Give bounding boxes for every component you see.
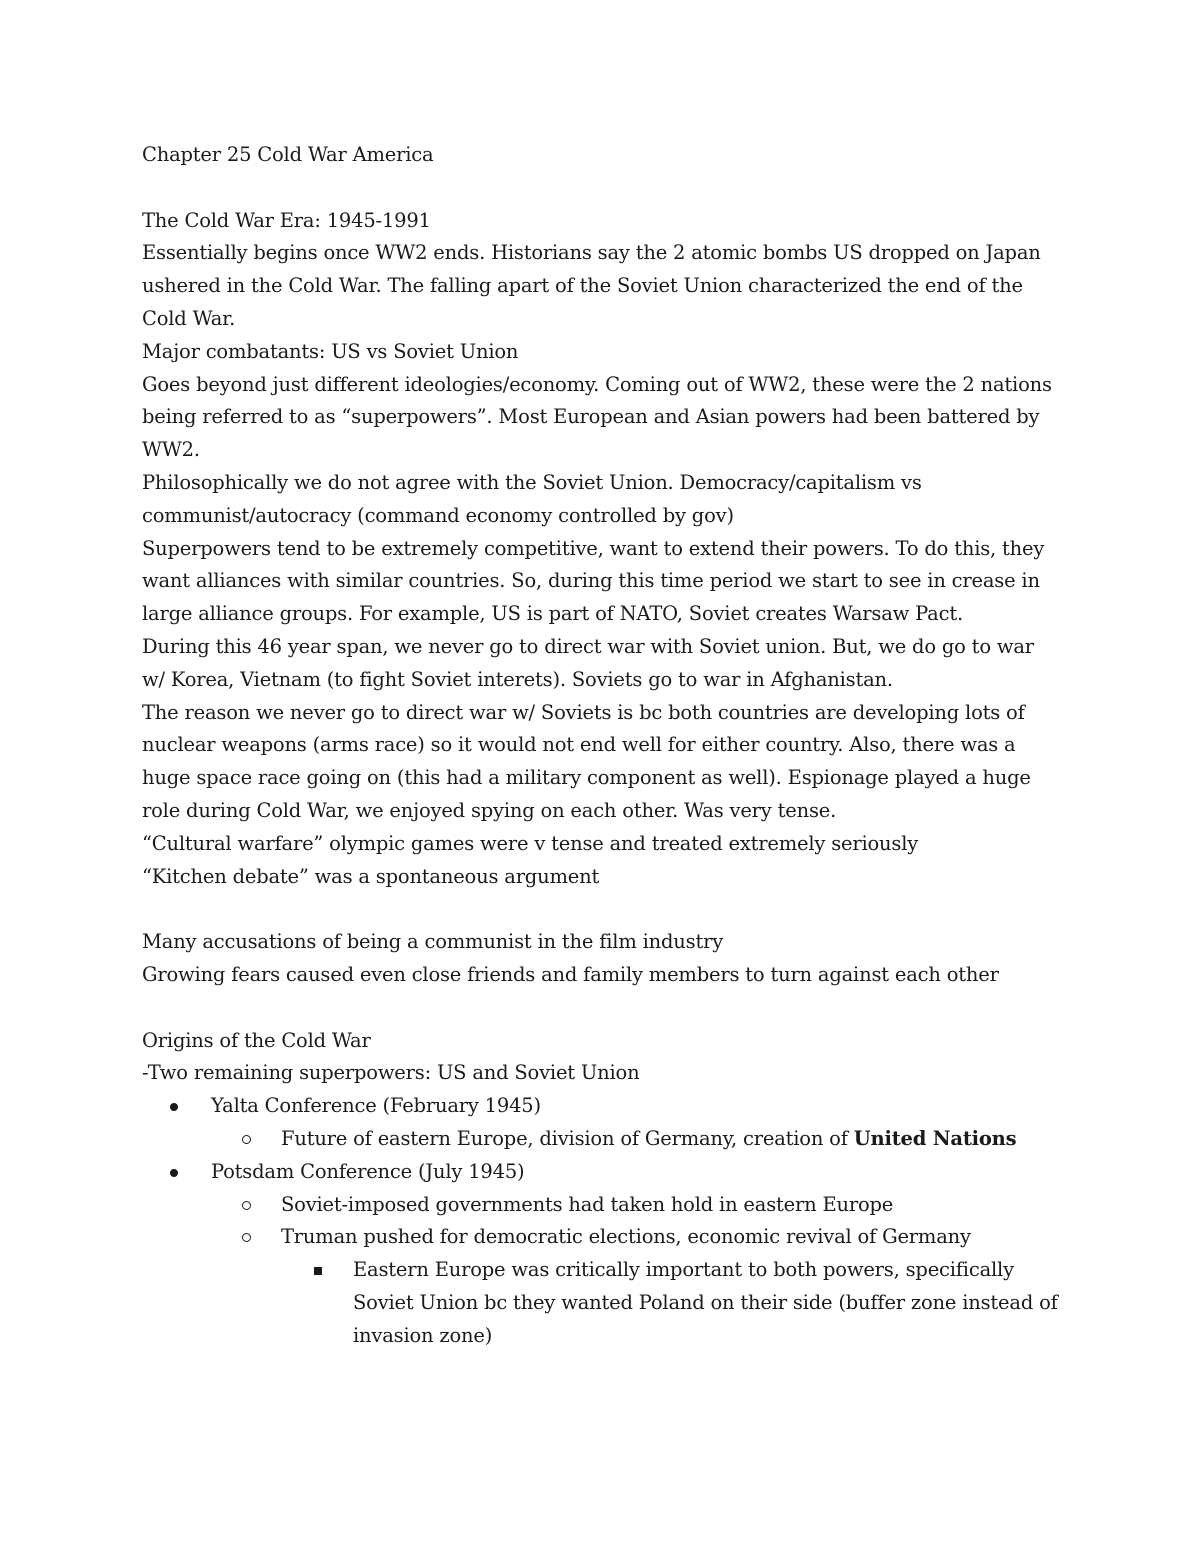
filled-circle-bullet-icon	[170, 1103, 178, 1111]
list-item-eastern-europe: Eastern Europe was critically important to both powers, specifically Soviet Union bc they wanted Poland on their side (buffer zone instead of invasion zone)	[353, 1258, 1058, 1347]
blank-line	[142, 172, 1062, 205]
list-item	[142, 1090, 1062, 1123]
hollow-circle-bullet-icon	[242, 1201, 251, 1210]
paragraph-cultural-warfare: “Cultural warfare” olympic games were v tense and treated extremely seriously	[142, 831, 919, 855]
list-item	[142, 1221, 1062, 1254]
document-page	[142, 139, 1062, 1352]
paragraph-philosophy: Philosophically we do not agree with the Soviet Union. Democracy/capitalism vs communist/autocracy (command economy controlled by gov)	[142, 470, 922, 527]
paragraph-film-accusations: Many accusations of being a communist in the film industry	[142, 930, 724, 954]
blank-line	[142, 992, 1062, 1025]
paragraph-major-combatants: Major combatants: US vs Soviet Union	[142, 339, 519, 363]
filled-circle-bullet-icon	[170, 1169, 178, 1177]
list-item-yalta: Yalta Conference (February 1945)	[211, 1094, 541, 1118]
paragraph-growing-fears: Growing fears caused even close friends and family members to turn against each other	[142, 962, 999, 986]
list-item-potsdam-detail-2: Truman pushed for democratic elections, economic revival of Germany	[281, 1225, 971, 1249]
united-nations-bold-text: United Nations	[853, 1126, 1017, 1150]
section-heading-origins: Origins of the Cold War	[142, 1028, 371, 1052]
paragraph-kitchen-debate: “Kitchen debate” was a spontaneous argument	[142, 864, 600, 888]
list-item	[142, 1189, 1062, 1222]
list-item-yalta-detail: Future of eastern Europe, division of Germany, creation of	[281, 1126, 854, 1150]
list-item	[142, 1254, 1062, 1352]
list-item	[142, 1123, 1062, 1156]
list-item	[142, 1156, 1062, 1189]
section-heading-cold-war-era: The Cold War Era: 1945-1991	[142, 208, 431, 232]
paragraph-alliances: Superpowers tend to be extremely competitive, want to extend their powers. To do this, they want alliances with similar countries. So, during this time period we start to see in crease in large alliance groups. For example, US is part of NATO, Soviet creates Warsaw Pact.	[142, 536, 1045, 626]
blank-line	[142, 893, 1062, 926]
list-item-potsdam-detail-1: Soviet-imposed governments had taken hold in eastern Europe	[281, 1192, 894, 1216]
paragraph-proxy-wars: During this 46 year span, we never go to direct war with Soviet union. But, we do go to war w/ Korea, Vietnam (to fight Soviet interets). Soviets go to war in Afghanistan.	[142, 634, 1034, 691]
document-title: Chapter 25 Cold War America	[142, 143, 434, 166]
paragraph-two-superpowers: -Two remaining superpowers: US and Soviet Union	[142, 1061, 640, 1085]
hollow-circle-bullet-icon	[242, 1135, 251, 1144]
list-item-potsdam: Potsdam Conference (July 1945)	[211, 1159, 525, 1183]
square-bullet-icon	[314, 1267, 322, 1275]
paragraph-superpowers: Goes beyond just different ideologies/economy. Coming out of WW2, these were the 2 nations being referred to as “superpowers”. Most European and Asian powers had been battered by WW2.	[142, 372, 1052, 462]
hollow-circle-bullet-icon	[242, 1233, 251, 1242]
paragraph-cold-war-begins: Essentially begins once WW2 ends. Historians say the 2 atomic bombs US dropped on Japan ushered in the Cold War. The falling apart of the Soviet Union characterized the end of the Cold War.	[142, 241, 1041, 330]
paragraph-arms-race: The reason we never go to direct war w/ Soviets is bc both countries are developing lots of nuclear weapons (arms race) so it would not end well for either country. Also, there was a huge space race going on (this had a military component as well). Espionage played a huge role during Cold War, we enjoyed spying on each other. Was very tense.	[142, 700, 1031, 822]
